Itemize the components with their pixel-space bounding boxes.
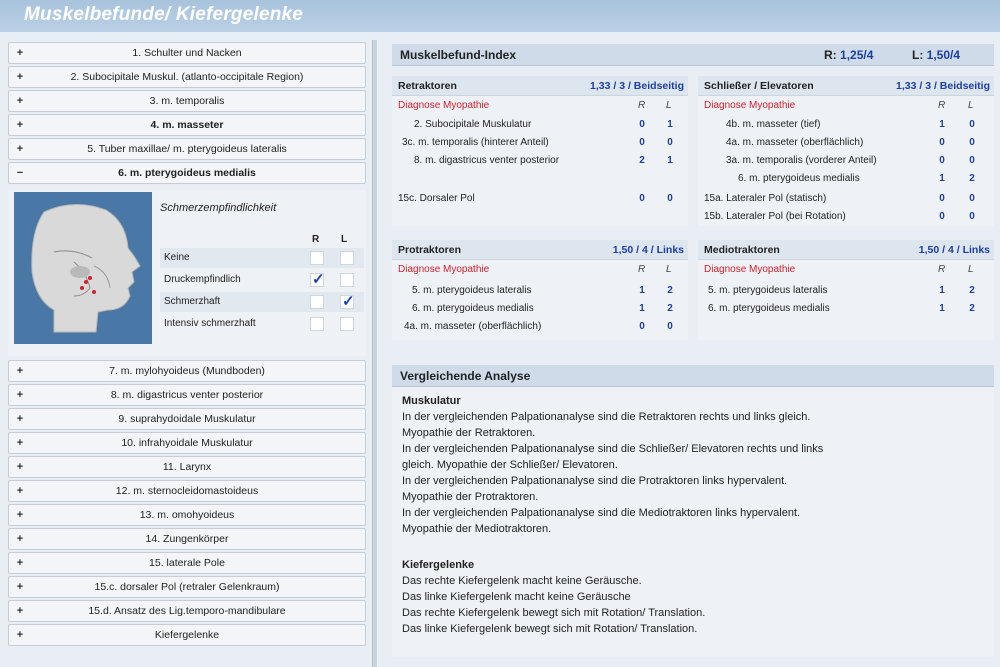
muscle-name: 6. m. pterygoideus medialis [708, 303, 830, 314]
expand-icon: + [16, 143, 24, 155]
analysis-line: In der vergleichenden Palpationanalyse sind die Retraktoren rechts und links gleich. [402, 411, 811, 423]
value-r: 0 [939, 211, 945, 222]
pain-col-r: R [312, 234, 320, 245]
muscle-row [698, 300, 994, 318]
value-l: 0 [969, 193, 975, 204]
expand-icon: + [16, 365, 24, 377]
checkbox-right[interactable] [310, 273, 324, 287]
accordion-item-1[interactable] [8, 42, 366, 64]
group-header [392, 76, 688, 96]
diagnosis-label: Diagnose Myopathie [704, 264, 796, 275]
value-r: 0 [639, 321, 645, 332]
muscle-row [698, 134, 994, 152]
muscle-row [392, 190, 688, 208]
diagnosis-label: Diagnose Myopathie [398, 100, 490, 111]
expand-icon: + [16, 437, 24, 449]
pterygoideus-detail [8, 190, 366, 356]
group-name: Schließer / Elevatoren [704, 80, 814, 92]
group-retraktoren [392, 76, 688, 226]
expand-icon: + [16, 509, 24, 521]
accordion-item-15d[interactable] [8, 600, 366, 622]
accordion-label: Kiefergelenke [154, 629, 220, 641]
expand-icon: + [16, 485, 24, 497]
muscle-name: 15a. Lateraler Pol (statisch) [704, 193, 827, 204]
accordion-label: 9. suprahydoidale Muskulatur [118, 413, 256, 425]
accordion-label: 15. laterale Pole [149, 557, 225, 569]
analysis-line: gleich. Myopathie der Schließer/ Elevatoren. [402, 459, 618, 471]
checkbox-left[interactable] [340, 317, 354, 331]
value-l: 2 [969, 303, 975, 314]
checkbox-right[interactable] [310, 251, 324, 265]
title-bar [0, 0, 1000, 32]
accordion-label: 5. Tuber maxillae/ m. pterygoideus lateralis [87, 143, 287, 155]
value-r: 1 [939, 173, 945, 184]
checkbox-left[interactable] [340, 295, 354, 309]
analysis-body [392, 387, 994, 657]
accordion-item-4[interactable] [8, 114, 366, 136]
analysis-line: Das linke Kiefergelenk macht keine Geräusche [402, 591, 631, 603]
accordion-label: 2. Subocipitale Muskul. (atlanto-occipitale Region) [70, 71, 304, 83]
muskulatur-heading: Muskulatur [402, 395, 461, 407]
value-l: 0 [667, 193, 673, 204]
col-r-header: R [638, 264, 646, 275]
col-l-header: L [666, 100, 672, 111]
col-r-header: R [938, 264, 946, 275]
index-left-score [912, 48, 960, 62]
muscle-name: 5. m. pterygoideus lateralis [708, 285, 828, 296]
value-r: 0 [639, 193, 645, 204]
head-anatomy-image [14, 192, 152, 344]
kiefergelenke-heading: Kiefergelenke [402, 559, 475, 571]
col-r-header: R [638, 100, 646, 111]
accordion-label: 8. m. digastricus venter posterior [110, 389, 264, 401]
accordion-label: 15.c. dorsaler Pol (retraler Gelenkraum) [94, 581, 280, 593]
expand-icon: + [16, 605, 24, 617]
value-r: 1 [939, 119, 945, 130]
value-r: 1 [639, 285, 645, 296]
accordion-label: 13. m. omohyoideus [139, 509, 235, 521]
value-l: 2 [969, 173, 975, 184]
l-label: L: [912, 48, 924, 62]
collapse-icon: − [16, 167, 24, 179]
col-l-header: L [968, 264, 974, 275]
group-name: Protraktoren [398, 244, 462, 256]
group-header [392, 240, 688, 260]
muscle-row [392, 318, 688, 336]
muscle-name: 3c. m. temporalis (hinterer Anteil) [402, 137, 549, 148]
analysis-line: In der vergleichenden Palpationanalyse sind die Mediotraktoren links hypervalent. [402, 507, 801, 519]
pain-col-l: L [341, 234, 348, 245]
value-l: 0 [667, 321, 673, 332]
analysis-line: Das rechte Kiefergelenk macht keine Geräusche. [402, 575, 642, 587]
expand-icon: + [16, 389, 24, 401]
group-header [698, 240, 994, 260]
r-value: 1,25/4 [840, 48, 874, 62]
value-r: 0 [939, 193, 945, 204]
accordion-label: 10. infrahyoidale Muskulatur [121, 437, 253, 449]
checkmark-icon: ✓ [342, 293, 355, 310]
r-label: R: [824, 48, 837, 62]
group-schliesser-elevatoren [698, 76, 994, 226]
diagnosis-label: Diagnose Myopathie [398, 264, 490, 275]
pain-label: Schmerzhaft [164, 296, 221, 307]
value-l: 0 [969, 119, 975, 130]
accordion-item-5[interactable] [8, 138, 366, 160]
accordion-label: 4. m. masseter [150, 119, 224, 131]
accordion-item-9[interactable] [8, 408, 366, 430]
muscle-row [392, 282, 688, 300]
left-panel [0, 40, 372, 667]
pain-label: Intensiv schmerzhaft [164, 318, 256, 329]
checkbox-left[interactable] [340, 273, 354, 287]
checkbox-right[interactable] [310, 295, 324, 309]
group-score: 1,50 / 4 / Links [918, 244, 990, 256]
col-l-header: L [968, 100, 974, 111]
muscle-name: 6. m. pterygoideus medialis [412, 303, 534, 314]
pain-sensitivity-header: Schmerzempfindlichkeit [160, 202, 277, 214]
accordion-label: 11. Larynx [162, 461, 212, 473]
muscle-row [698, 190, 994, 208]
accordion-label: 1. Schulter und Nacken [132, 47, 242, 59]
col-l-header: L [666, 264, 672, 275]
checkbox-right[interactable] [310, 317, 324, 331]
accordion-label: 15.d. Ansatz des Lig.temporo-mandibulare [88, 605, 286, 617]
muscle-name: 4a. m. masseter (oberflächlich) [404, 321, 542, 332]
muscle-row [698, 170, 994, 188]
accordion-item-15[interactable] [8, 552, 366, 574]
value-r: 2 [639, 155, 645, 166]
value-l: 0 [969, 137, 975, 148]
accordion-item-2[interactable] [8, 66, 366, 88]
group-header [698, 76, 994, 96]
muscle-row [698, 116, 994, 134]
value-r: 1 [939, 303, 945, 314]
value-r: 0 [639, 119, 645, 130]
value-l: 2 [667, 303, 673, 314]
value-l: 0 [667, 137, 673, 148]
expand-icon: + [16, 581, 24, 593]
accordion-item-12[interactable] [8, 480, 366, 502]
index-right-score [824, 48, 873, 62]
muscle-name: 6. m. pterygoideus medialis [738, 173, 860, 184]
accordion-item-8[interactable] [8, 384, 366, 406]
accordion-item-11[interactable] [8, 456, 366, 478]
analysis-line: Myopathie der Retraktoren. [402, 427, 536, 439]
muscle-row [698, 152, 994, 170]
muscle-name: 3a. m. temporalis (vorderer Anteil) [726, 155, 877, 166]
accordion-item-14[interactable] [8, 528, 366, 550]
muscle-row [392, 116, 688, 134]
value-l: 2 [667, 285, 673, 296]
panel-splitter[interactable] [372, 40, 378, 667]
accordion-label: 14. Zungenkörper [145, 533, 229, 545]
value-r: 0 [939, 155, 945, 166]
expand-icon: + [16, 557, 24, 569]
pain-row-intensiv [160, 314, 364, 334]
checkbox-left[interactable] [340, 251, 354, 265]
pain-label: Druckempfindlich [164, 274, 241, 285]
accordion-item-3[interactable] [8, 90, 366, 112]
expand-icon: + [16, 461, 24, 473]
group-name: Mediotraktoren [704, 244, 780, 256]
value-l: 1 [667, 155, 673, 166]
expand-icon: + [16, 95, 24, 107]
group-protraktoren [392, 240, 688, 340]
accordion-item-kiefergelenke[interactable] [8, 624, 366, 646]
pain-row-keine [160, 248, 364, 268]
accordion-label: 7. m. mylohyoideus (Mundboden) [109, 365, 265, 377]
accordion-item-7[interactable] [8, 360, 366, 382]
muscle-name: 4a. m. masseter (oberflächlich) [726, 137, 864, 148]
accordion-item-6[interactable] [8, 162, 366, 184]
muscle-name: 5. m. pterygoideus lateralis [412, 285, 532, 296]
right-panel [380, 40, 1000, 667]
analysis-line: In der vergleichenden Palpationanalyse sind die Schließer/ Elevatoren rechts und links [402, 443, 824, 455]
muscle-row [392, 152, 688, 170]
muscle-name: 8. m. digastricus venter posterior [414, 155, 560, 166]
muscle-name: 15b. Lateraler Pol (bei Rotation) [704, 211, 846, 222]
expand-icon: + [16, 119, 24, 131]
analysis-line: Das linke Kiefergelenk bewegt sich mit Rotation/ Translation. [402, 623, 698, 635]
index-title: Muskelbefund-Index [400, 48, 517, 62]
value-r: 0 [639, 137, 645, 148]
group-score: 1,33 / 3 / Beidseitig [590, 80, 684, 92]
value-r: 1 [939, 285, 945, 296]
value-r: 1 [639, 303, 645, 314]
muscle-row [698, 282, 994, 300]
muscle-row [392, 300, 688, 318]
col-r-header: R [938, 100, 946, 111]
expand-icon: + [16, 533, 24, 545]
group-score: 1,33 / 3 / Beidseitig [896, 80, 990, 92]
group-score: 1,50 / 4 / Links [612, 244, 684, 256]
value-l: 0 [969, 211, 975, 222]
analysis-line: In der vergleichenden Palpationanalyse sind die Protraktoren links hypervalent. [402, 475, 788, 487]
muscle-row [698, 208, 994, 226]
value-l: 0 [969, 155, 975, 166]
value-l: 2 [969, 285, 975, 296]
group-name: Retraktoren [398, 80, 457, 92]
expand-icon: + [16, 629, 24, 641]
accordion-label: 6. m. pterygoideus medialis [118, 167, 256, 179]
checkmark-icon: ✓ [312, 271, 325, 288]
group-mediotraktoren [698, 240, 994, 340]
app-title: Muskelbefunde/ Kiefergelenke [24, 4, 304, 25]
l-value: 1,50/4 [926, 48, 961, 62]
accordion-item-13[interactable] [8, 504, 366, 526]
analysis-line: Myopathie der Protraktoren. [402, 491, 539, 503]
expand-icon: + [16, 413, 24, 425]
expand-icon: + [16, 71, 24, 83]
value-r: 0 [939, 137, 945, 148]
analysis-title: Vergleichende Analyse [400, 369, 531, 383]
accordion-label: 12. m. sternocleidomastoideus [115, 485, 259, 497]
pain-row-druckempfindlich [160, 270, 364, 290]
diagnosis-label: Diagnose Myopathie [704, 100, 796, 111]
index-header [392, 44, 994, 66]
analysis-line: Myopathie der Mediotraktoren. [402, 523, 552, 535]
muscle-name: 4b. m. masseter (tief) [726, 119, 821, 130]
value-l: 1 [667, 119, 673, 130]
accordion-item-10[interactable] [8, 432, 366, 454]
analysis-line: Das rechte Kiefergelenk bewegt sich mit Rotation/ Translation. [402, 607, 706, 619]
expand-icon: + [16, 47, 24, 59]
muscle-name: 2. Subocipitale Muskulatur [414, 119, 532, 130]
muscle-name: 15c. Dorsaler Pol [398, 193, 475, 204]
pain-label: Keine [164, 252, 190, 263]
accordion-item-15c[interactable] [8, 576, 366, 598]
accordion-label: 3. m. temporalis [149, 95, 225, 107]
muscle-row [392, 134, 688, 152]
analysis-header [392, 365, 994, 387]
pain-row-schmerzhaft [160, 292, 364, 312]
